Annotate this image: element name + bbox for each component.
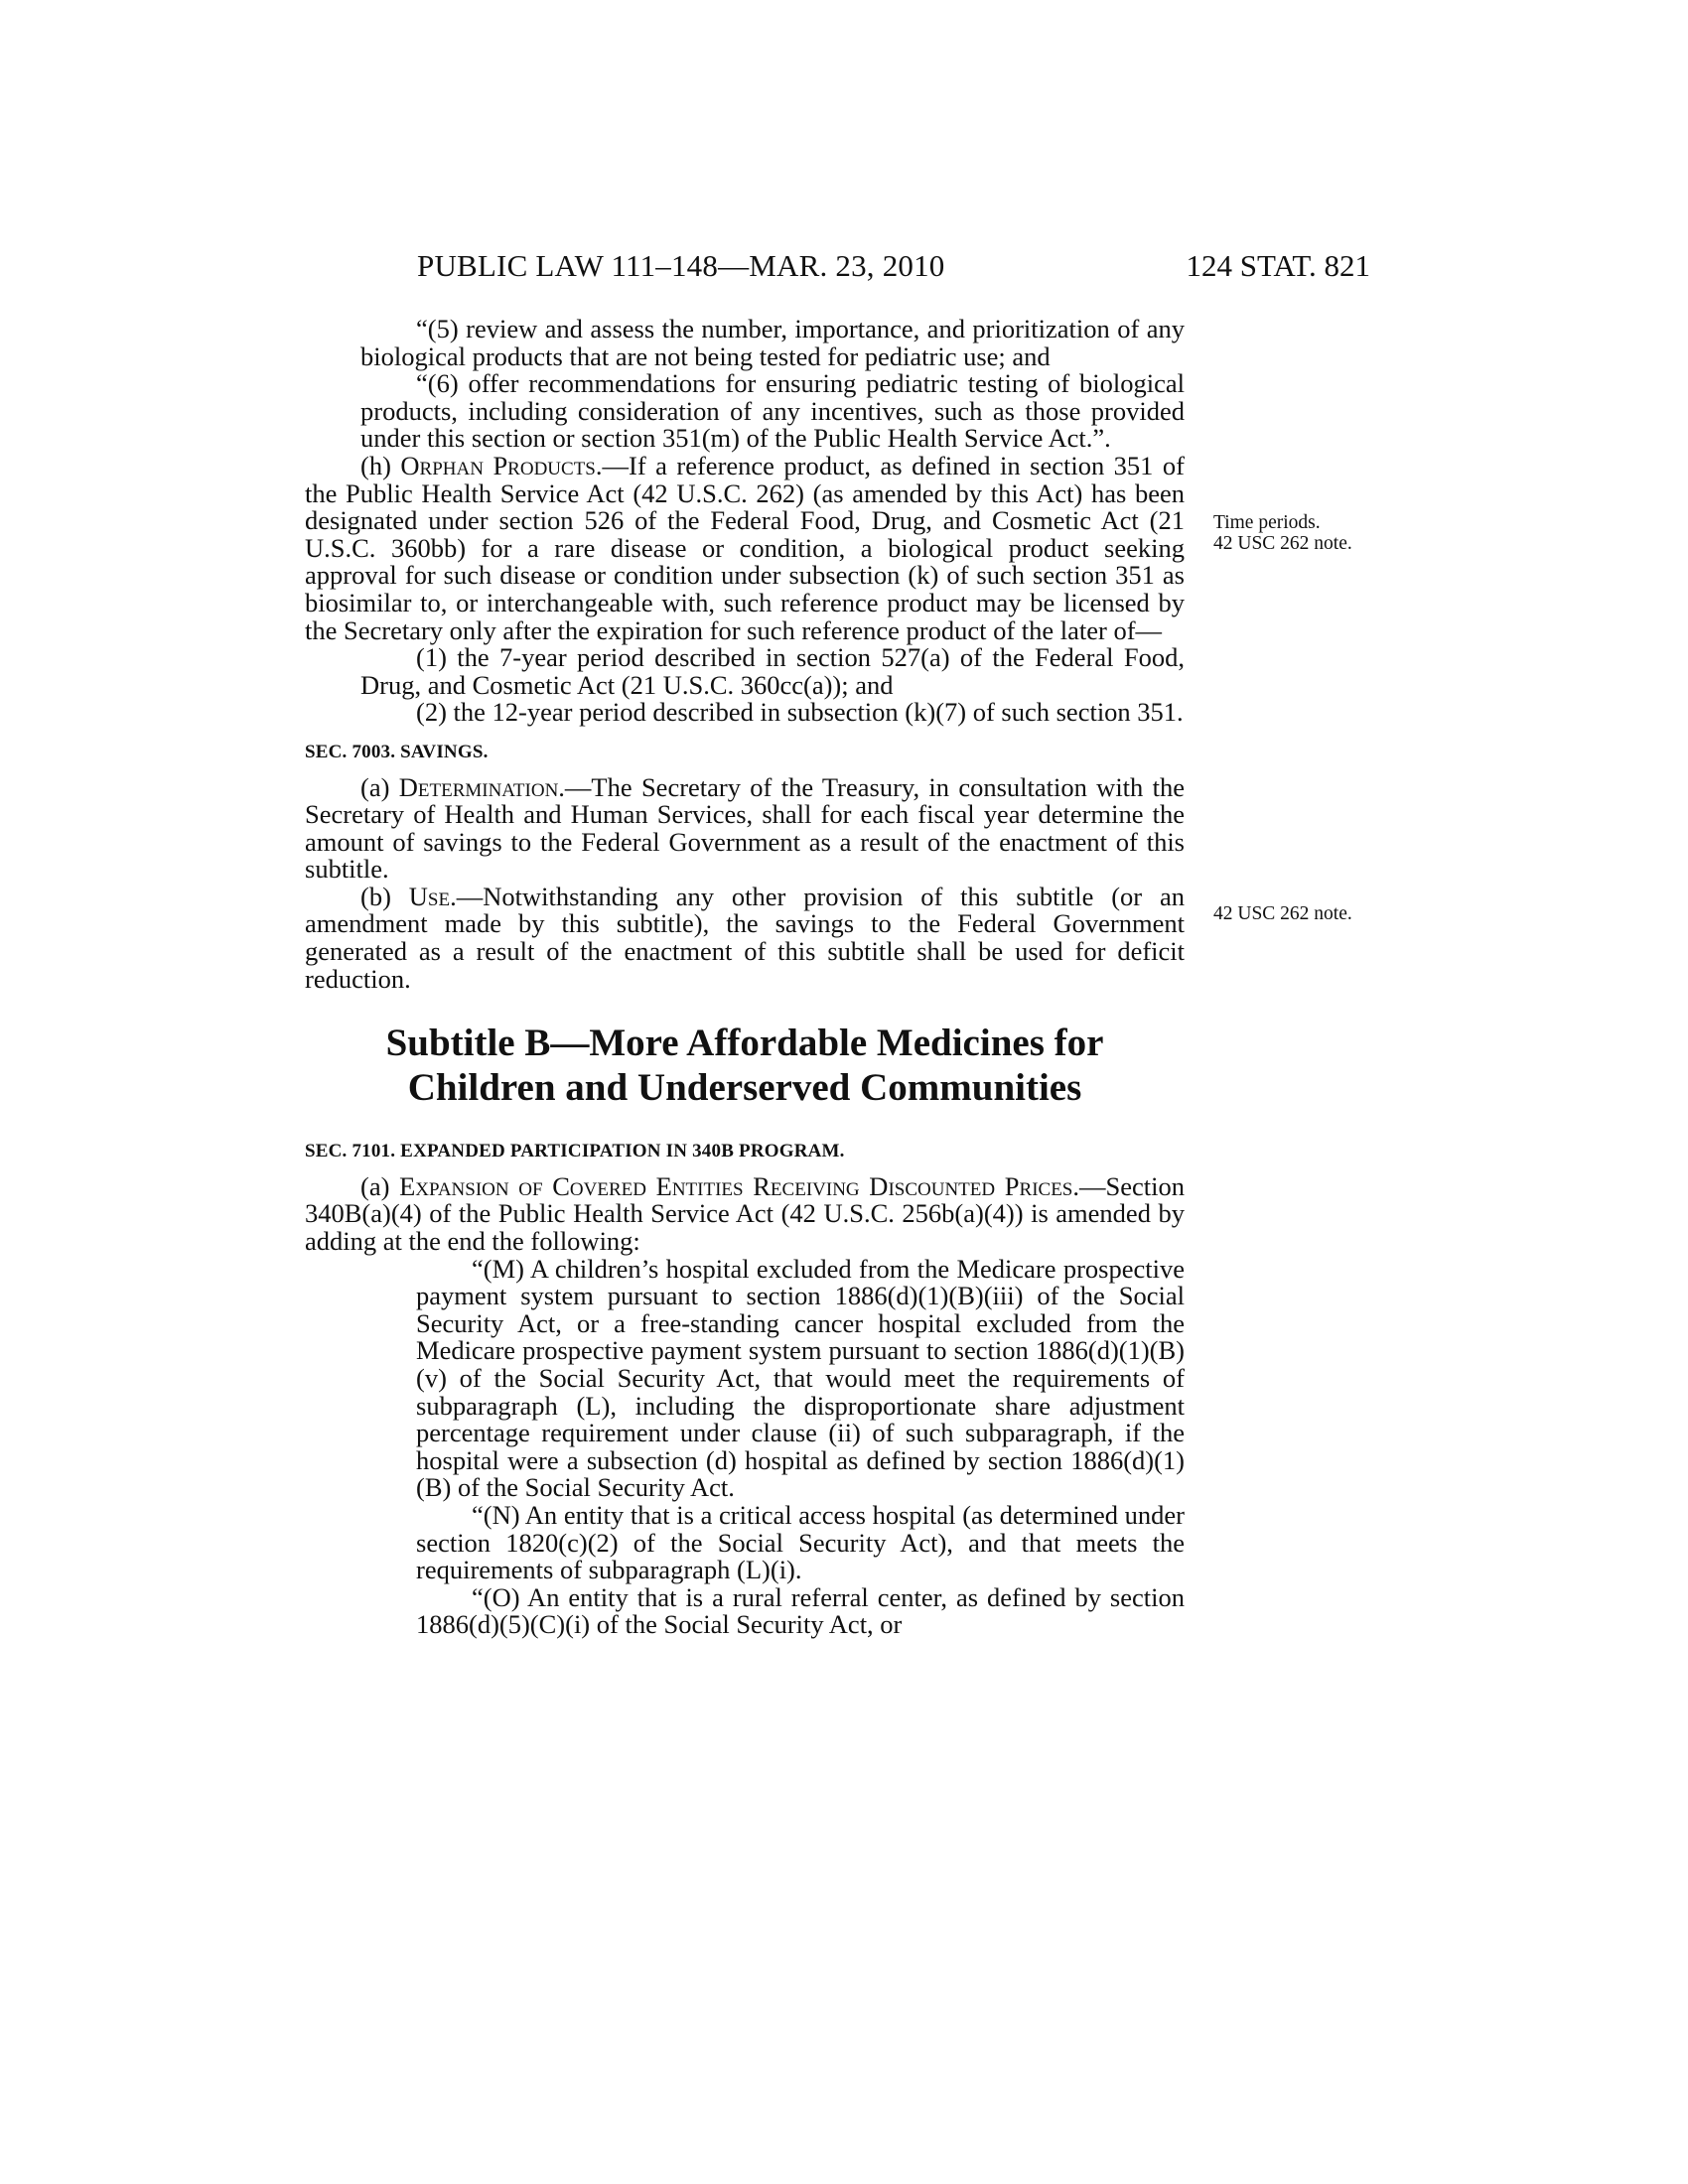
subsection-text: .—Section 340B(a)(4) of the Public Health Service Act (42 U.S.C. 256b(a)(4)) is amended by adding at the end the following: [305,1170,1185,1257]
subsection-text: .—If a reference product, as defined in section 351 of the Public Health Service Act (42 U.S.C. 262) (as amended by this Act) has been designated under section 526 of the Federal Food, Drug, and Cosmetic Act (21 U.S.C. 360bb) for a rare disease or condition, a biological product seeking approval for such disease or condition under subsection (k) of such section 351 as biosimilar to, or interchangeable with, such reference product may be licensed by the Secretary only after the expiration for such reference product of the later of— [305,450,1186,645]
subparagraph-o: “(O) An entity that is a rural referral center, as defined by section 1886(d)(5)(C)(i) of the Social Security Act, or [416,1581,1185,1640]
subsection-heading: Expansion of Covered Entities Receiving Discounted Prices [399,1170,1073,1201]
subsection-text: .—Notwithstanding any other provision of this subtitle (or an amendment made by this subtitle), the savings to the Federal Government generated as a result of the enactment of this subtitle shall be used for deficit reduction. [305,881,1185,994]
subparagraph-m: “(M) A children’s hospital excluded from the Medicare prospective payment system pursuant to section 1886(d)(1)(B)(iii) of the Social Security Act, or a free-standing cancer hospital excluded from the Medicare prospective payment system pursuant to section 1886(d)(1)(B)(v) of the Social Security Act, that would meet the requirements of subparagraph (L), including the disproportionate share adjustment percentage requirement under clause (ii) of such subparagraph, if the hospital were a subsection (d) hospital as defined by section 1886(d)(1)(B) of the Social Security Act. [416,1253,1185,1503]
section-7003-heading: SEC. 7003. SAVINGS. [305,741,489,762]
margin-note-time-periods [1213,512,1352,554]
subsection-a-determination [305,771,1185,885]
subtitle-b-heading [305,1021,1185,1110]
running-head [417,248,1370,288]
public-law-title: PUBLIC LAW 111–148—MAR. 23, 2010 [417,248,945,283]
paragraph-h2: (2) the 12-year period described in subsection (k)(7) of such section 351. [416,697,1184,728]
subsection-b-use [305,881,1185,994]
subsection-text: .—The Secretary of the Treasury, in consultation with the Secretary of Health and Human Services, shall for each fiscal year determine the amount of savings to the Federal Government as a result of the enactment of this subtitle. [305,771,1185,885]
subsection-label: (h) [360,450,401,480]
subsection-label: (b) [360,881,409,911]
subparagraph-n: “(N) An entity that is a critical access hospital (as determined under section 1820(c)(2) of the Social Security Act), and that meets the requirements of subparagraph (L)(i). [416,1499,1185,1585]
document-body [305,316,1185,1639]
subsection-label: (a) [360,771,399,802]
subsection-h [305,450,1186,645]
subtitle-line: Subtitle B—More Affordable Medicines for [385,1022,1104,1065]
stat-page-number: 124 STAT. 821 [1186,248,1370,283]
subsection-heading: Determination [398,771,559,802]
paragraph-5: “(5) review and assess the number, importance, and prioritization of any biological products that are not being tested for pediatric use; and [360,314,1185,371]
subsection-heading: Orphan Products [400,450,596,480]
margin-note-savings: 42 USC 262 note. [1213,903,1352,924]
subsection-a-expansion [305,1170,1185,1257]
margin-note-line: Time periods. [1213,512,1321,533]
subsection-label: (a) [360,1170,400,1201]
margin-note-line: 42 USC 262 note. [1213,533,1352,554]
paragraph-h1: (1) the 7-year period described in section 527(a) of the Federal Food, Drug, and Cosmetic Act (21 U.S.C. 360cc(a)); and [360,642,1185,700]
section-7101-heading: SEC. 7101. EXPANDED PARTICIPATION IN 340B PROGRAM. [305,1141,845,1162]
subtitle-line: Children and Underserved Communities [407,1066,1082,1110]
paragraph-6: “(6) offer recommendations for ensuring pediatric testing of biological products, including consideration of any incentives, such as those provided under this section or section 351(m) of the Public Health Service Act.”. [360,368,1185,454]
subsection-heading: Use [408,881,451,911]
